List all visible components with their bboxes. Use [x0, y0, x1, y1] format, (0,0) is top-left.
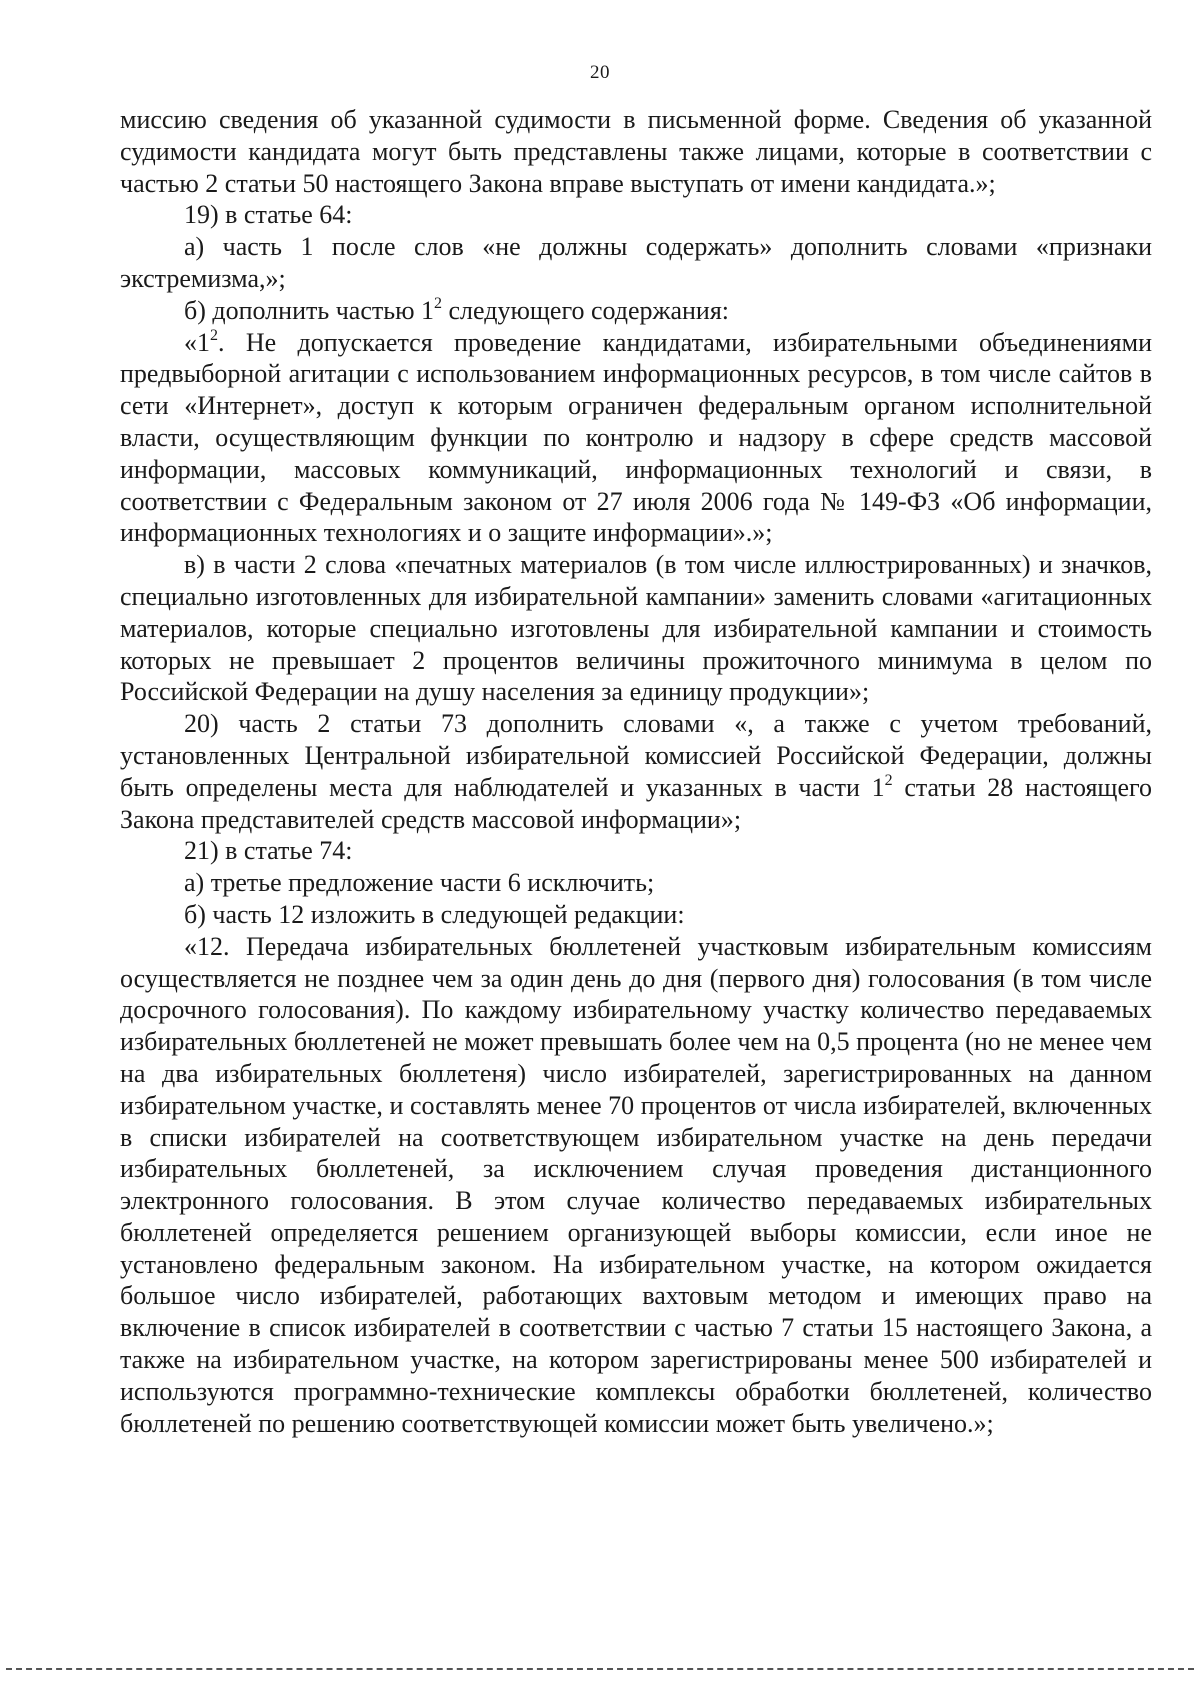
part-1-2-text: [120, 327, 1152, 550]
superscript: 2: [210, 326, 218, 344]
item-19-b-text-post: следующего содержания:: [442, 295, 730, 325]
page-number: 20: [590, 62, 610, 83]
part-1-2-text-pre: «1: [184, 327, 210, 357]
scan-bottom-line: [6, 1668, 1194, 1670]
item-19-v: в) в части 2 слова «печатных материалов (в том числе иллюстрированных) и значков, специально изготовленных для избирательной кампании» заменить словами «агитационных материалов, которые специально изготовлены для избирательной кампании и стоимость которых не превышает 2 процентов величины прожиточного минимума в целом по Российской Федерации на душу населения за единицу продукции»;: [120, 550, 1152, 707]
item-19-b: [120, 295, 1152, 327]
item-19: 19) в статье 64:: [184, 200, 353, 230]
item-21-b: б) часть 12 изложить в следующей редакции:: [184, 899, 685, 929]
document-body: [120, 104, 1152, 1439]
superscript: 2: [884, 771, 893, 789]
part-1-2-text-post: . Не допускается проведение кандидатами, избирательными объединениями предвыборной агитации с использованием информационных ресурсов, в том числе сайтов в сети «Интернет», доступ к которым ограничен федеральным органом исполнительной власти, осуществляющим функции по контролю и надзору в сфере средств массовой информации, массовых коммуникаций, информационных технологий и связи, в соответствии с Федеральным законом от 27 июля 2006 года № 149-ФЗ «Об информации, информационных технологиях и о защите информации».»;: [120, 327, 1152, 548]
paragraph-continuation: миссию сведения об указанной судимости в письменной форме. Сведения об указанной судимости кандидата могут быть представлены также лицами, которые в соответствии с частью 2 статьи 50 настоящего Закона вправе выступать от имени кандидата.»;: [120, 105, 1152, 198]
item-19-a: а) часть 1 после слов «не должны содержать» дополнить словами «признаки экстремизма,»;: [120, 232, 1152, 293]
item-21-a: а) третье предложение части 6 исключить;: [184, 868, 655, 898]
part-12-text: «12. Передача избирательных бюллетеней участковым избирательным комиссиям осуществляется не позднее чем за один день до дня (первого дня) голосования (в том числе досрочного голосования). По каждому избирательному участку количество передаваемых избирательных бюллетеней не может превышать более чем на 0,5 процента (но не менее чем на два избирательных бюллетеня) число избирателей, зарегистрированных на данном избирательном участке, и составлять менее 70 процентов от числа избирателей, включенных в списки избирателей на соответствующем избирательном участке на день передачи избирательных бюллетеней, за исключением случая проведения дистанционного электронного голосования. В этом случае количество передаваемых избирательных бюллетеней определяется решением организующей выборы комиссии, если иное не установлено федеральным законом. На избирательном участке, на котором ожидается большое число избирателей, работающих вахтовым методом и имеющих право на включение в список избирателей в соответствии с частью 7 статьи 15 настоящего Закона, а также на избирательном участке, на котором зарегистрированы менее 500 избирателей и используются программно-технические комплексы обработки бюллетеней, количество бюллетеней по решению соответствующей комиссии может быть увеличено.»;: [120, 931, 1152, 1438]
item-20-text-post: статьи 28 настоящего Закона представителей средств массовой информации»;: [120, 772, 1153, 834]
item-20-text-pre: 20) часть 2 статьи 73 дополнить словами «, а также с учетом требований, установленных Центральной избирательной комиссией Российской Федерации, должны быть определены места для наблюдателей и указанных в части 1: [120, 709, 1152, 802]
item-20: [120, 708, 1152, 835]
item-19-b-text-pre: б) дополнить частью 1: [184, 295, 435, 325]
superscript: 2: [434, 294, 443, 312]
item-21: 21) в статье 74:: [184, 836, 353, 866]
